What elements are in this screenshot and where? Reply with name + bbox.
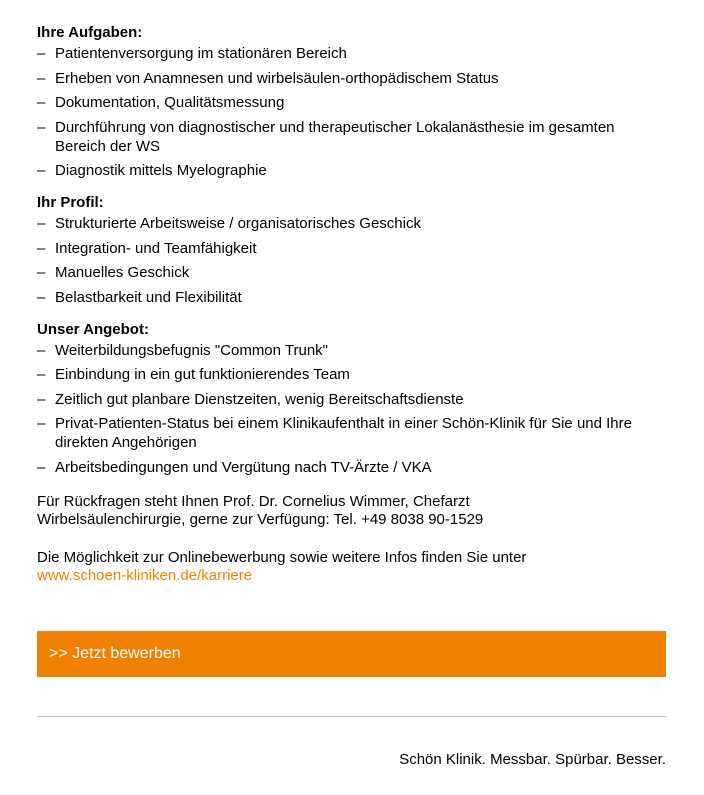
list-item-text: Dokumentation, Qualitätsmessung	[55, 94, 285, 111]
list-item	[37, 458, 667, 477]
list-item	[37, 288, 667, 307]
dash-bullet: –	[37, 239, 46, 257]
online-application-paragraph	[37, 549, 667, 585]
list-item	[37, 161, 667, 180]
tasks-list	[37, 44, 667, 180]
list-item	[37, 263, 667, 282]
dash-bullet: –	[37, 341, 46, 359]
dash-bullet: –	[37, 69, 46, 87]
list-item	[37, 118, 667, 156]
list-item-text: Privat-Patienten-Status bei einem Klinikaufenthalt in einer Schön-Klinik für Sie und Ihre direkten Angehörigen	[55, 415, 632, 451]
dash-bullet: –	[37, 45, 46, 62]
list-item-text: Strukturierte Arbeitsweise / organisatorisches Geschick	[55, 215, 421, 232]
dash-bullet: –	[37, 118, 46, 136]
online-text: Die Möglichkeit zur Onlinebewerbung sowie weitere Infos finden Sie unter	[37, 548, 527, 566]
dash-bullet: –	[37, 390, 46, 408]
list-item	[37, 239, 667, 258]
list-item-text: Manuelles Geschick	[55, 264, 190, 281]
career-link[interactable]: www.schoen-kliniken.de/karriere	[37, 566, 253, 584]
list-item-text: Diagnostik mittels Myelographie	[55, 162, 267, 179]
dash-bullet: –	[37, 94, 46, 111]
list-item-text: Belastbarkeit und Flexibilität	[55, 288, 242, 306]
dash-bullet: –	[37, 458, 46, 476]
offer-title: Unser Angebot:	[37, 320, 149, 338]
dash-bullet: –	[37, 264, 46, 281]
list-item-text: Einbindung in ein gut funktionierendes Team	[55, 366, 350, 383]
list-item-text: Arbeitsbedingungen und Vergütung nach TV-Ärzte / VKA	[55, 458, 432, 476]
divider	[37, 716, 666, 717]
list-item	[37, 390, 667, 409]
list-item-text: Patientenversorgung im stationären Bereich	[55, 45, 347, 62]
tasks-title: Ihre Aufgaben:	[37, 24, 143, 41]
apply-now-button[interactable]: >> Jetzt bewerben	[37, 631, 666, 677]
list-item-text: Erheben von Anamnesen und wirbelsäulen-orthopädischem Status	[55, 69, 499, 87]
contact-line-2: Wirbelsäulenchirurgie, gerne zur Verfügung: Tel. +49 8038 90-1529	[37, 510, 484, 528]
dash-bullet: –	[37, 288, 46, 306]
list-item	[37, 93, 667, 112]
list-item	[37, 69, 667, 88]
list-item-text: Integration- und Teamfähigkeit	[55, 239, 257, 257]
list-item-text: Weiterbildungsbefugnis "Common Trunk"	[55, 341, 329, 359]
job-description	[37, 23, 667, 585]
profile-title: Ihr Profil:	[37, 194, 104, 211]
contact-paragraph	[37, 493, 667, 529]
footer-slogan: Schön Klinik. Messbar. Spürbar. Besser.	[399, 751, 666, 768]
offer-list	[37, 341, 667, 477]
list-item-text: Zeitlich gut planbare Dienstzeiten, wenig Bereitschaftsdienste	[55, 390, 464, 408]
dash-bullet: –	[37, 215, 46, 232]
profile-list	[37, 214, 667, 307]
dash-bullet: –	[37, 162, 46, 179]
dash-bullet: –	[37, 415, 46, 432]
list-item	[37, 341, 667, 360]
list-item	[37, 214, 667, 233]
dash-bullet: –	[37, 366, 46, 383]
list-item	[37, 414, 667, 452]
list-item	[37, 365, 667, 384]
contact-line-1: Für Rückfragen steht Ihnen Prof. Dr. Cornelius Wimmer, Chefarzt	[37, 492, 470, 510]
list-item-text: Durchführung von diagnostischer und therapeutischer Lokalanästhesie im gesamten Bereich der WS	[55, 118, 615, 155]
list-item	[37, 44, 667, 63]
